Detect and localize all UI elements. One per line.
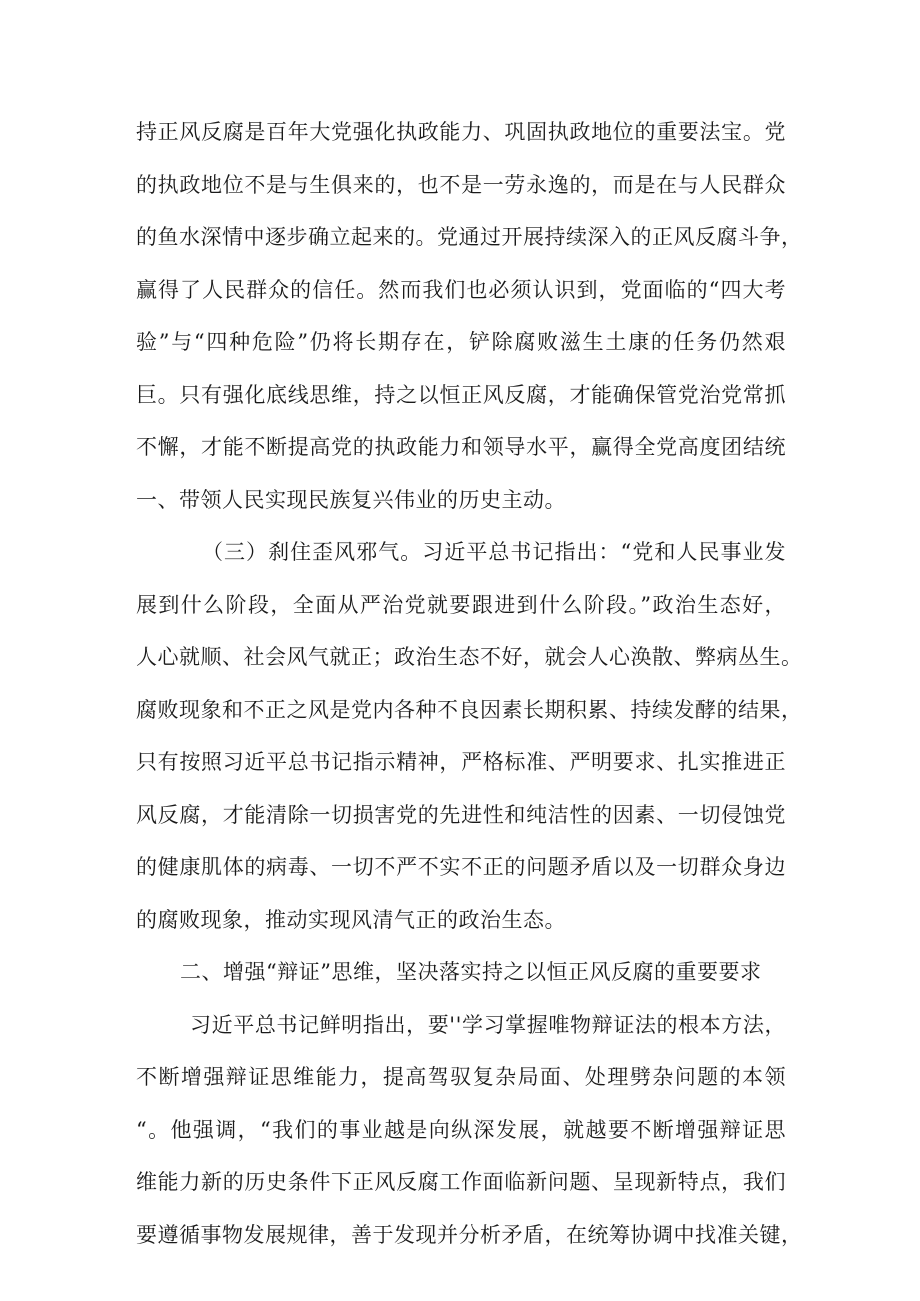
paragraph-line: 持正风反腐是百年大党强化执政能力、巩固执政地位的重要法宝。党: [136, 120, 786, 144]
paragraph-line: 不懈，才能不断提高党的执政能力和领导水平，赢得全党高度团结统: [136, 435, 786, 459]
body-text: [136, 106, 803, 1261]
paragraph-line: 验”与“四种危险”仍将长期存在，铲除腐败滋生土康的任务仍然艰: [136, 330, 786, 354]
paragraph-line: 腐败现象和不正之风是党内各种不良因素长期积累、持续发酵的结果，: [136, 697, 803, 722]
paragraph-line: 赢得了人民群众的信任。然而我们也必须认识到，党面临的“四大考: [136, 277, 786, 302]
section-heading: 二、增强“辩证”思维，坚决落实持之以恒正风反腐的重要要求: [180, 960, 762, 984]
paragraph-line: 展到什么阶段，全面从严治党就要跟进到什么阶段。”政治生态好，: [136, 592, 786, 617]
paragraph-line: 一、带领人民实现民族复兴伟业的历史主动。: [136, 487, 566, 512]
paragraph-line: 要遵循事物发展规律，善于发现并分析矛盾，在统筹协调中找准关键，: [136, 1222, 803, 1247]
paragraph-line: 的鱼水深情中逐步确立起来的。党通过开展持续深入的正风反腐斗争，: [136, 225, 803, 249]
paragraph-line: 的腐败现象，推动实现风清气正的政治生态。: [136, 907, 566, 932]
paragraph-line: 风反腐，才能清除一切损害党的先进性和纯洁性的因素、一切侵蚀党: [136, 802, 786, 827]
paragraph-line: 人心就顺、社会风气就正；政治生态不好，就会人心涣散、弊病丛生。: [136, 645, 803, 669]
paragraph-line: 不断增强辩证思维能力，提高驾驭复杂局面、处理劈杂问题的本领: [136, 1065, 786, 1089]
paragraph-line: “。他强调，“我们的事业越是向纵深发展，就越要不断增强辩证思: [136, 1117, 786, 1142]
paragraph-line: 的执政地位不是与生俱来的，也不是一劳永逸的，而是在与人民群众: [136, 172, 786, 197]
subsection-heading-line: （三）刹住歪风邪气。习近平总书记指出：“党和人民事业发: [202, 540, 786, 564]
paragraph-line: 巨。只有强化底线思维，持之以恒正风反腐，才能确保管党治党常抓: [136, 382, 786, 407]
paragraph-line: 只有按照习近平总书记指示精神，严格标准、严明要求、扎实推进正: [136, 750, 786, 774]
paragraph-line: 习近平总书记鲜明指出，要''学习掌握唯物辩证法的根本方法，: [190, 1012, 786, 1037]
paragraph-line: 维能力新的历史条件下正风反腐工作面临新问题、呈现新特点，我们: [136, 1170, 786, 1194]
paragraph-line: 的健康肌体的病毒、一切不严不实不正的问题矛盾以及一切群众身边: [136, 855, 786, 879]
